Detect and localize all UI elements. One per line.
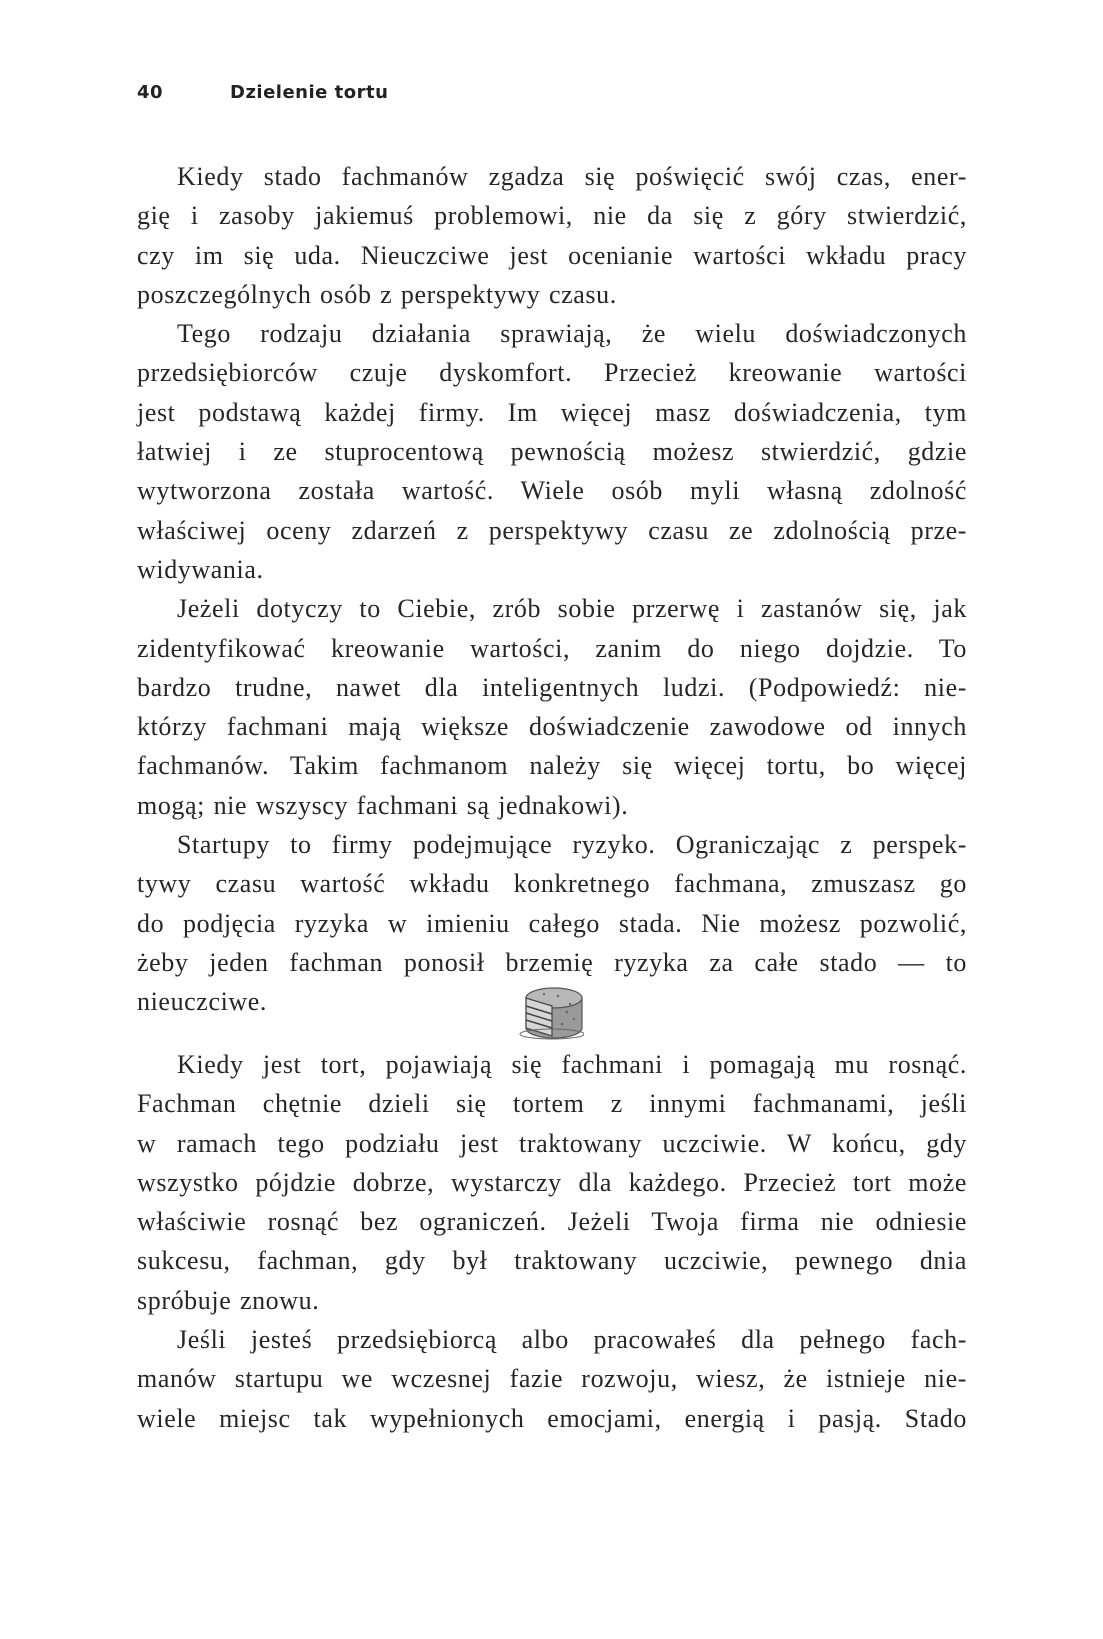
paragraph-line: Fachman chętnie dzieli się tortem z innymi fachmanami, jeśli xyxy=(137,1089,967,1119)
paragraph-line: Kiedy stado fachmanów zgadza się poświęcić swój czas, ener- xyxy=(177,162,967,191)
paragraph-line: spróbuje znowu. xyxy=(137,1285,320,1315)
paragraph-line: łatwiej i ze stuprocentową pewnością możesz stwierdzić, gdzie xyxy=(137,437,967,467)
paragraph-line: Jeśli jesteś przedsiębiorcą albo pracowałeś dla pełnego fach- xyxy=(177,1325,967,1355)
paragraph-line: przedsiębiorców czuje dyskomfort. Przecież kreowanie wartości xyxy=(137,358,967,388)
paragraph-line: wiele miejsc tak wypełnionych emocjami, energią i pasją. Stado xyxy=(137,1403,967,1433)
page-number: 40 xyxy=(137,82,164,103)
paragraph-line: fachmanów. Takim fachmanom należy się więcej tortu, bo więcej xyxy=(137,751,967,781)
body-text-bottom xyxy=(137,1045,967,1438)
paragraph-line: właściwie rosnąć bez ograniczeń. Jeżeli Twoja firma nie odniesie xyxy=(137,1207,967,1237)
cake-slice-icon xyxy=(512,984,584,1042)
paragraph-line: tywy czasu wartość wkładu konkretnego fachmana, zmuszasz go xyxy=(137,869,967,899)
paragraph-line: właściwej oceny zdarzeń z perspektywy czasu ze zdolnością prze- xyxy=(137,515,967,545)
paragraph-line: zidentyfikować kreowanie wartości, zanim do niego dojdzie. To xyxy=(137,633,967,663)
paragraph-line: wszystko pójdzie dobrze, wystarczy dla każdego. Przecież tort może xyxy=(137,1167,967,1197)
paragraph-line: w ramach tego podziału jest traktowany uczciwie. W końcu, gdy xyxy=(137,1128,967,1158)
paragraph-line: Jeżeli dotyczy to Ciebie, zrób sobie przerwę i zastanów się, jak xyxy=(177,594,967,624)
paragraph-line: którzy fachmani mają większe doświadczenie zawodowe od innych xyxy=(137,712,967,742)
paragraph-line: wytworzona została wartość. Wiele osób myli własną zdolność xyxy=(137,476,967,506)
paragraph-line: do podjęcia ryzyka w imieniu całego stada. Nie możesz pozwolić, xyxy=(137,908,967,938)
paragraph-line: bardzo trudne, nawet dla inteligentnych ludzi. (Podpowiedź: nie- xyxy=(137,672,967,702)
paragraph-line: czy im się uda. Nieuczciwe jest ocenianie wartości wkładu pracy xyxy=(137,240,967,270)
paragraph-line: żeby jeden fachman ponosił brzemię ryzyka za całe stado — to xyxy=(137,947,967,977)
paragraph-line: manów startupu we wczesnej fazie rozwoju, wiesz, że istnieje nie- xyxy=(137,1364,967,1394)
paragraph-line: nieuczciwe. xyxy=(137,987,268,1017)
paragraph-line: poszczególnych osób z perspektywy czasu. xyxy=(137,279,617,309)
paragraph-line: gię i zasoby jakiemuś problemowi, nie da się z góry stwierdzić, xyxy=(137,201,967,231)
running-header xyxy=(137,82,388,103)
paragraph-line: widywania. xyxy=(137,554,264,584)
paragraph-line: Tego rodzaju działania sprawiają, że wielu doświadczonych xyxy=(177,319,967,349)
running-title: Dzielenie tortu xyxy=(230,82,389,103)
body-text-top xyxy=(137,157,967,1022)
paragraph-line: jest podstawą każdej firmy. Im więcej masz doświadczenia, tym xyxy=(137,397,967,427)
paragraph-line: Startupy to firmy podejmujące ryzyko. Ograniczając z perspek- xyxy=(177,830,967,860)
paragraph-line: Kiedy jest tort, pojawiają się fachmani i pomagają mu rosnąć. xyxy=(177,1050,967,1079)
paragraph-line: mogą; nie wszyscy fachmani są jednakowi). xyxy=(137,790,629,820)
paragraph-line: sukcesu, fachman, gdy był traktowany uczciwie, pewnego dnia xyxy=(137,1246,967,1276)
